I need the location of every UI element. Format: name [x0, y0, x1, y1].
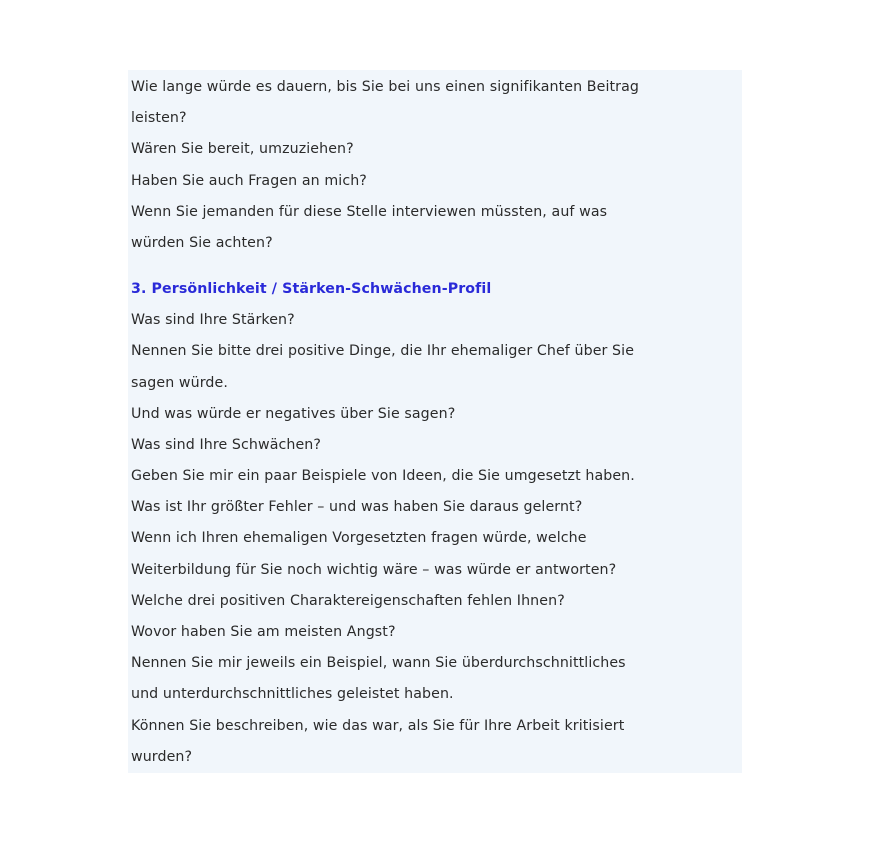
question-line: leisten? [131, 110, 187, 127]
question-line: sagen würde. [131, 374, 228, 391]
question-line: Wovor haben Sie am meisten Angst? [131, 624, 396, 640]
question-list-previous [131, 72, 771, 259]
question-line: Haben Sie auch Fragen an mich? [131, 172, 367, 189]
question-line: Nennen Sie bitte drei positive Dinge, die Ihr ehemaliger Chef über Sie [131, 343, 635, 360]
question-line: Welche drei positiven Charaktereigenschaften fehlen Ihnen? [131, 592, 565, 609]
question-line: Geben Sie mir ein paar Beispiele von Ideen, die Sie umgesetzt haben. [131, 468, 635, 485]
question-line: Wie lange würde es dauern, bis Sie bei uns einen signifikanten Beitrag [131, 79, 639, 95]
question-line: Was sind Ihre Schwächen? [131, 436, 322, 453]
question-line: und unterdurchschnittliches geleistet haben. [131, 686, 454, 703]
question-line: wurden? [131, 748, 193, 765]
question-line: Nennen Sie mir jeweils ein Beispiel, wann Sie überdurchschnittliches [131, 655, 626, 672]
question-line: Wären Sie bereit, umzuziehen? [131, 141, 354, 158]
question-line: Können Sie beschreiben, wie das war, als Sie für Ihre Arbeit kritisiert [131, 717, 625, 734]
question-line: würden Sie achten? [131, 234, 273, 251]
section-heading: 3. Persönlichkeit / Stärken-Schwächen-Profil [131, 281, 492, 298]
question-list-personality [131, 305, 771, 773]
question-line: Und was würde er negatives über Sie sagen? [131, 405, 456, 422]
question-line: Was ist Ihr größter Fehler – und was haben Sie daraus gelernt? [131, 499, 583, 516]
question-line: Weiterbildung für Sie noch wichtig wäre – was würde er antworten? [131, 561, 617, 578]
question-line: Was sind Ihre Stärken? [131, 312, 295, 329]
question-line: Wenn ich Ihren ehemaligen Vorgesetzten fragen würde, welche [131, 530, 587, 547]
document-body [131, 72, 771, 773]
question-line: Wenn Sie jemanden für diese Stelle interviewen müssten, auf was [131, 203, 608, 220]
